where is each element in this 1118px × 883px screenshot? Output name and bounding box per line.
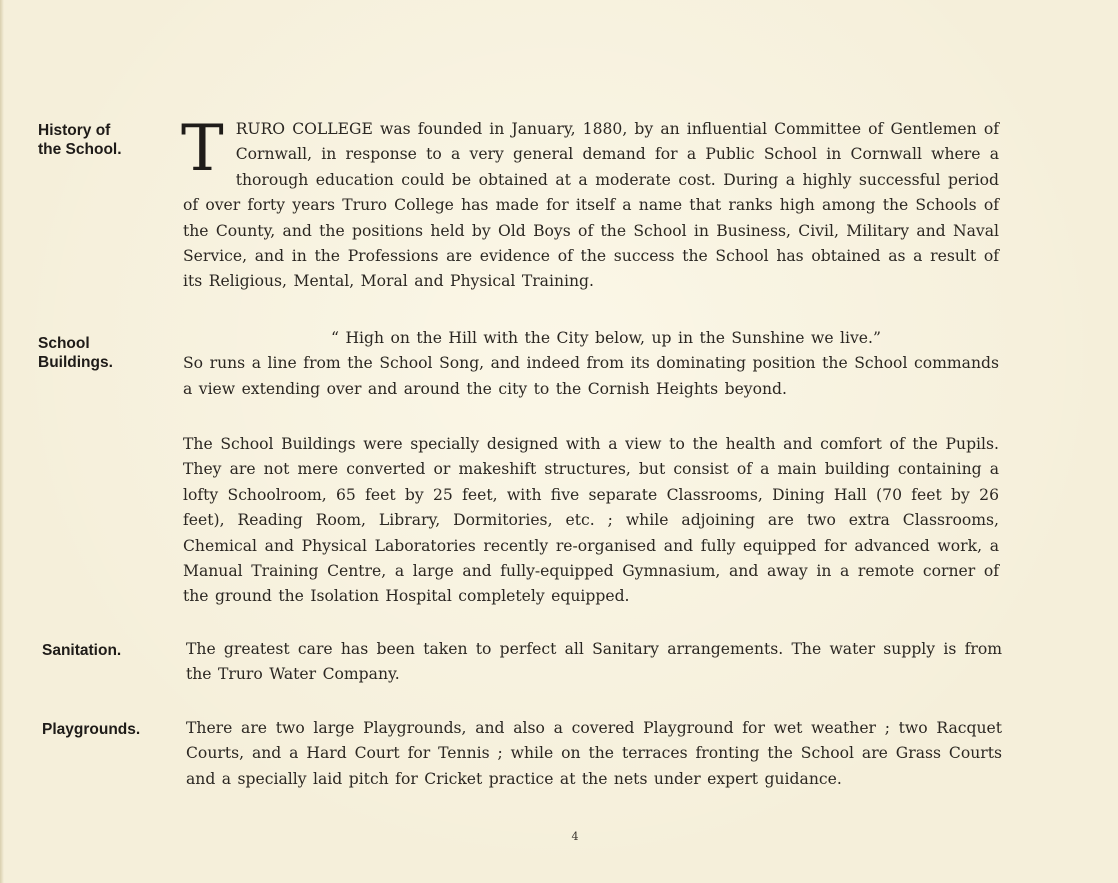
sanitation-paragraph: The greatest care has been taken to perfect all Sanitary arrangements. The water supply is from the Truro Water Company. [186,640,1002,684]
section-label-playgrounds: Playgrounds. [42,721,141,738]
history-text: RURO COLLEGE was founded in January, 1880, by an influential Committee of Gentlemen of Cornwall, in response to a very general demand for a Public School in Cornwall where a thorough education could be obtained at a moderate cost. During a highly successful period of over forty years Truro College has made for itself a name that ranks high among the Schools of the County, and the positions held by Old Boys of the School in Business, Civil, Military and Naval Service, and in the Professions are evidence of the success the School has obtained as a result of its Religious, Mental, Moral and Physical Training. [183,120,999,291]
drop-cap: T [181,112,224,186]
section-label-history: History of the School. [38,122,122,158]
buildings-text-1: So runs a line from the School Song, and indeed from its dominating position the School commands a view extending over and around the city to the Cornish Heights beyond. [183,354,999,398]
buildings-paragraph-2: The School Buildings were specially designed with a view to the health and comfort of the Pupils. They are not mere converted or makeshift structures, but consist of a main building containing a lofty Schoolroom, 65 feet by 25 feet, with five separate Classrooms, Dining Hall (70 feet by 26 feet), Reading Room, Library, Dormitories, etc. ; while adjoining are two extra Classrooms, Chemical and Physical Laboratories recently re-organised and fully equipped for advanced work, a Manual Training Centre, a large and fully-equipped Gymnasium, and away in a remote corner of the ground the Isolation Hospital completely equipped. [183,435,999,606]
buildings-paragraph-1 [183,326,999,402]
playgrounds-paragraph: There are two large Playgrounds, and also a covered Playground for wet weather ; two Racquet Courts, and a Hard Court for Tennis ; while on the terraces fronting the School are Grass Courts and a specially laid pitch for Cricket practice at the nets under expert guidance. [186,719,1002,788]
section-label-buildings: School Buildings. [38,335,113,371]
page-number: 4 [571,830,579,843]
history-paragraph [181,112,999,295]
school-song-quote: “ High on the Hill with the City below, up in the Sunshine we live.” [331,329,881,347]
section-label-sanitation: Sanitation. [42,642,122,659]
